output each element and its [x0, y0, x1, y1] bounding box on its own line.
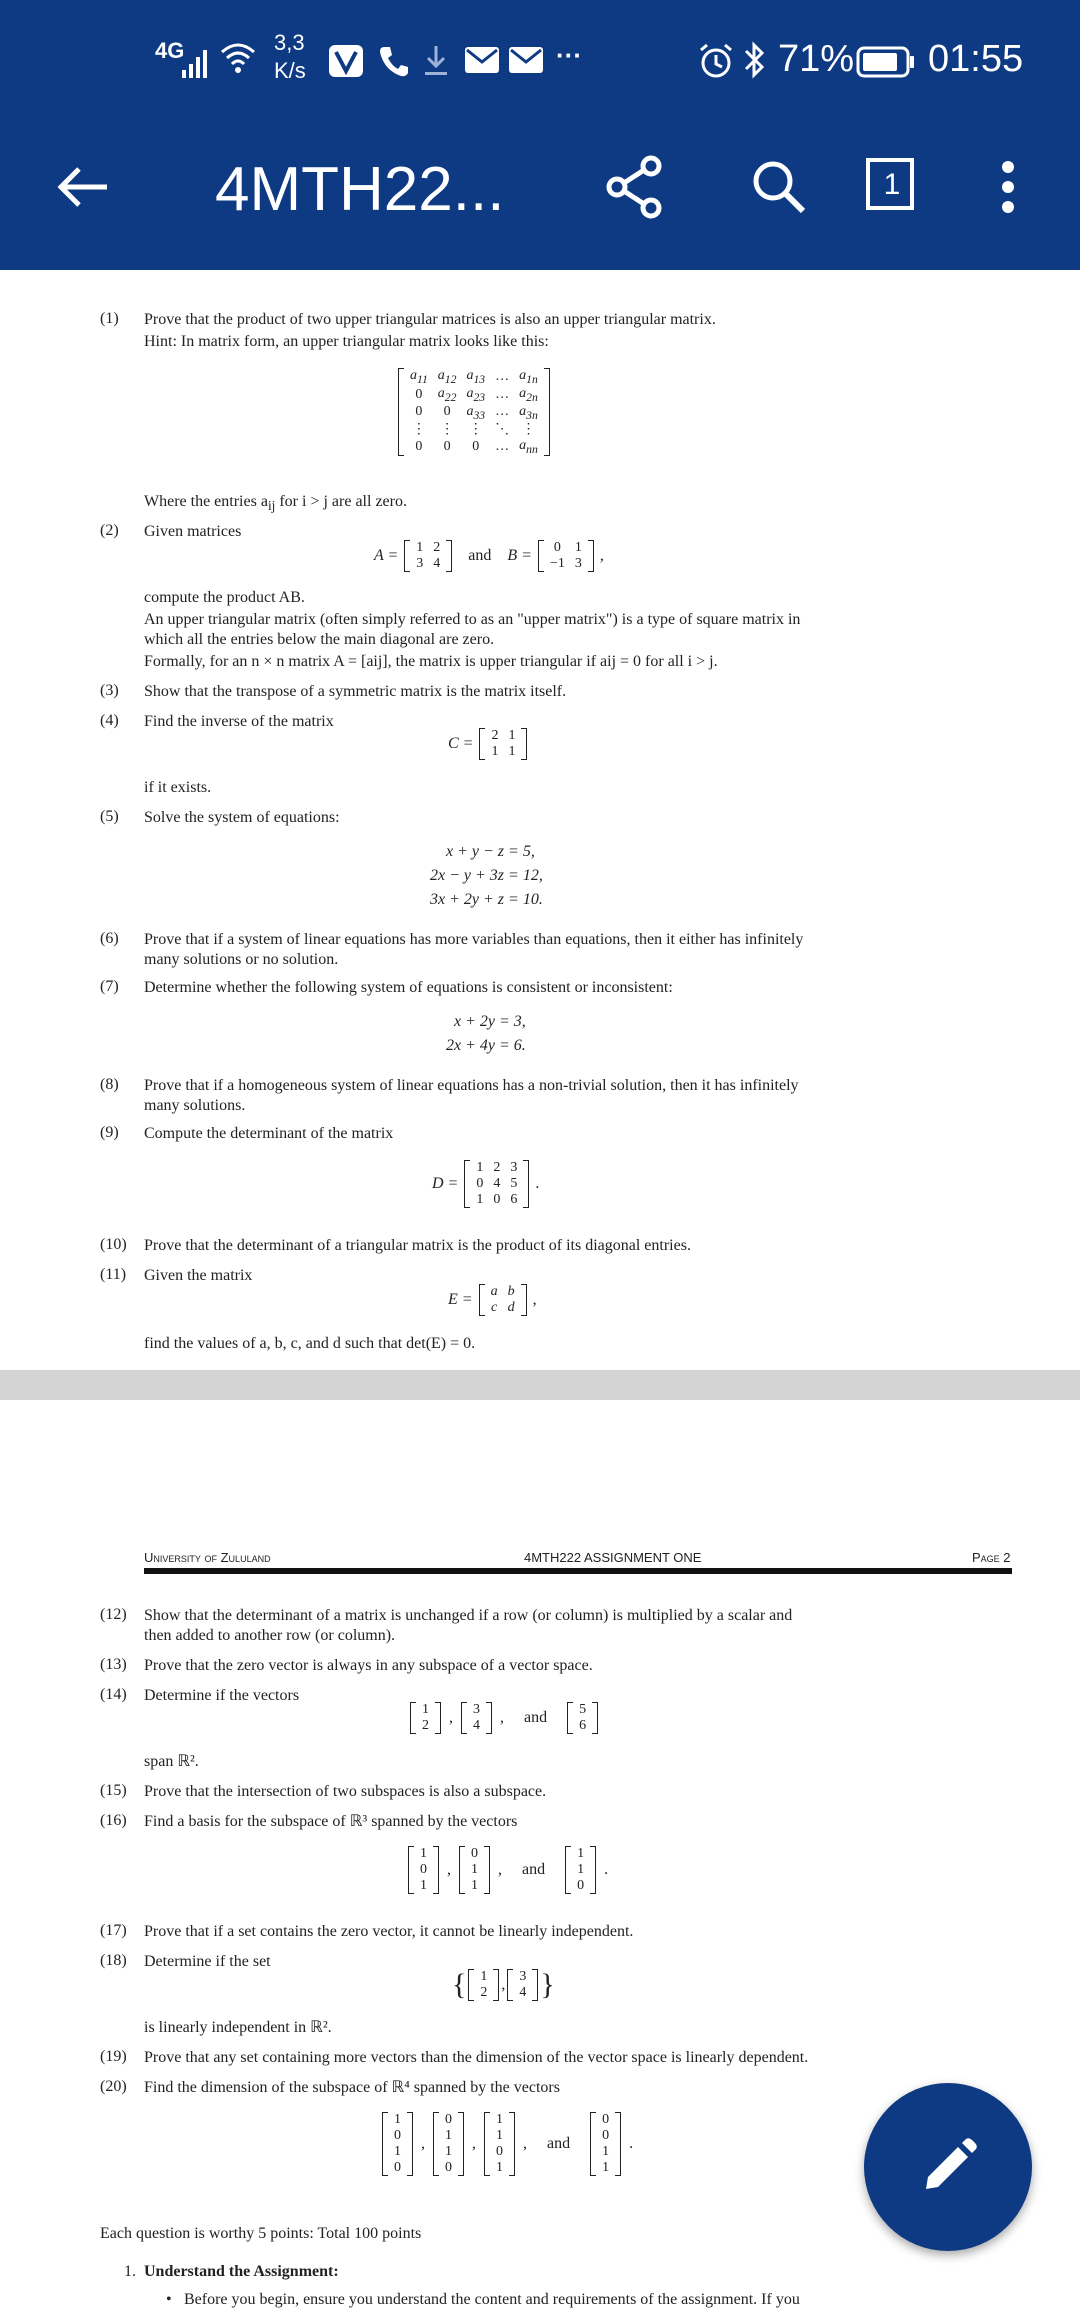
- q10-text: Prove that the determinant of a triangular matrix is the product of its diagonal entries.: [144, 1237, 691, 1254]
- question-number: (4): [100, 712, 119, 729]
- q1-line2: Hint: In matrix form, an upper triangular matrix looks like this:: [144, 333, 549, 350]
- q2-compute: compute the product AB.: [144, 589, 305, 606]
- q1-note-rest: for i > j are all zero.: [275, 493, 407, 510]
- q13-text: Prove that the zero vector is always in any subspace of a vector space.: [144, 1657, 593, 1674]
- question-number: (15): [100, 1782, 127, 1799]
- equation: x + y − z = 5,: [446, 843, 535, 860]
- share-icon: [605, 155, 665, 219]
- question-number: (7): [100, 978, 119, 995]
- q2-line1: Given matrices: [144, 523, 242, 540]
- q18-after: is linearly independent in ℝ².: [144, 2019, 332, 2036]
- q16-text: Find a basis for the subspace of ℝ³ spanned by the vectors: [144, 1813, 518, 1830]
- header-rule: [144, 1568, 1012, 1574]
- q15-text: Prove that the intersection of two subspaces is also a subspace.: [144, 1783, 547, 1800]
- equation: x + 2y = 3,: [454, 1013, 526, 1030]
- question-number: (6): [100, 930, 119, 947]
- and-label: and: [468, 547, 492, 564]
- q18-set: { 1 2 , 3 4 }: [452, 1968, 555, 2001]
- q11-after: find the values of a, b, c, and d such that det(E) = 0.: [144, 1335, 476, 1352]
- edit-button[interactable]: [864, 2083, 1032, 2251]
- signal-icon: [180, 44, 212, 80]
- q2-definition-3: Formally, for an n × n matrix A = [aij], the matrix is upper triangular if aij = 0 for all i > j.: [144, 653, 718, 670]
- question-number: (20): [100, 2078, 127, 2095]
- matrix-c: C = 2 1 1 1: [448, 728, 527, 760]
- question-number: (14): [100, 1686, 127, 1703]
- q7-text: Determine whether the following system of equations is consistent or inconsistent:: [144, 979, 673, 996]
- vpn-icon: [328, 44, 364, 78]
- q4-after: if it exists.: [144, 779, 212, 796]
- phone-icon: [378, 44, 410, 78]
- document-title: 4MTH22...: [215, 154, 505, 224]
- page-separator: [0, 1370, 1080, 1400]
- network-type: 4G: [155, 38, 185, 63]
- net-speed-unit: K/s: [274, 58, 306, 83]
- download-icon: [422, 44, 450, 78]
- more-options-button[interactable]: [990, 154, 1026, 220]
- q16-vectors: 1 0 1 , 0 1 1 , and 1 1 0 .: [408, 1846, 608, 1894]
- battery-icon: [856, 46, 916, 78]
- mail-icon-2: [508, 46, 544, 74]
- equation: 3x + 2y + z = 10.: [430, 891, 543, 908]
- q2-matrices: A = 1 2 3 4 and B = 0 1 −1 3 ,: [374, 540, 604, 571]
- q4-text: Find the inverse of the matrix: [144, 713, 334, 730]
- q19-text: Prove that any set containing more vectors than the dimension of the vector space is linearly dependent.: [144, 2049, 809, 2066]
- page-count: 1: [883, 168, 901, 201]
- battery-percent: 71%: [778, 38, 855, 80]
- instruction-title: Understand the Assignment:: [144, 2263, 339, 2280]
- net-speed-value: 3,3: [274, 30, 305, 55]
- question-number: (10): [100, 1236, 127, 1253]
- q8-line1: Prove that if a homogeneous system of linear equations has a non-trivial solution, then it has infinitely: [144, 1077, 799, 1094]
- page-count-button[interactable]: [862, 154, 922, 216]
- q14-after: span ℝ².: [144, 1753, 199, 1770]
- question-number: (2): [100, 522, 119, 539]
- and-label: and: [547, 2135, 571, 2152]
- question-number: (1): [100, 310, 119, 327]
- search-icon: [749, 157, 809, 217]
- q18-text: Determine if the set: [144, 1953, 271, 1970]
- bluetooth-icon: [742, 40, 768, 80]
- instruction-bullet: Before you begin, ensure you understand the content and requirements of the assignment. If you: [184, 2291, 800, 2308]
- question-number: (16): [100, 1812, 127, 1829]
- equation: 2x − y + 3z = 12,: [430, 867, 543, 884]
- equation: 2x + 4y = 6.: [446, 1037, 526, 1054]
- q1-line1: Prove that the product of two upper triangular matrices is also an upper triangular matrix.: [144, 311, 716, 328]
- q20-text: Find the dimension of the subspace of ℝ⁴ spanned by the vectors: [144, 2079, 560, 2096]
- search-button[interactable]: [742, 150, 816, 224]
- q6-line2: many solutions or no solution.: [144, 951, 339, 968]
- q8-line2: many solutions.: [144, 1097, 246, 1114]
- matrix-d: D = 1 2 3 0 4 5 1 0 6 .: [432, 1160, 540, 1207]
- share-button[interactable]: [598, 150, 672, 224]
- q11-text: Given the matrix: [144, 1267, 253, 1284]
- clock: 01:55: [928, 38, 1024, 80]
- question-number: (5): [100, 808, 119, 825]
- q2-definition-1: An upper triangular matrix (often simply referred to as an "upper matrix") is a type of square matrix in: [144, 611, 801, 628]
- q1-note-text: Where the entries a: [144, 493, 268, 510]
- bullet-icon: •: [166, 2291, 172, 2308]
- q14-vectors: 1 2 , 3 4 , and 5 6: [410, 1702, 598, 1734]
- matrix-e: E = a b c d ,: [448, 1284, 537, 1315]
- and-label: and: [524, 1709, 548, 1726]
- question-number: (12): [100, 1606, 127, 1623]
- alarm-icon: [697, 42, 735, 80]
- question-number: (11): [100, 1266, 127, 1283]
- back-button[interactable]: [48, 152, 118, 222]
- app-bar: [0, 102, 1080, 270]
- question-number: (9): [100, 1124, 119, 1141]
- header-center: 4MTH222 ASSIGNMENT ONE: [524, 1550, 702, 1565]
- header-right: Page 2: [972, 1550, 1011, 1565]
- wifi-icon: [218, 38, 258, 78]
- q9-text: Compute the determinant of the matrix: [144, 1125, 394, 1142]
- q2-definition-2: which all the entries below the main diagonal are zero.: [144, 631, 495, 648]
- points-note: Each question is worthy 5 points: Total 100 points: [100, 2225, 422, 2242]
- question-number: (19): [100, 2048, 127, 2065]
- more-notifications: ···: [556, 40, 582, 70]
- q5-text: Solve the system of equations:: [144, 809, 340, 826]
- header-left: University of Zululand: [144, 1550, 271, 1565]
- more-vert-icon: [1000, 160, 1016, 214]
- q6-line1: Prove that if a system of linear equations has more variables than equations, then it either has infinitely: [144, 931, 804, 948]
- q3-text: Show that the transpose of a symmetric matrix is the matrix itself.: [144, 683, 567, 700]
- instruction-number: 1.: [124, 2263, 136, 2280]
- q14-text: Determine if the vectors: [144, 1687, 300, 1704]
- mail-icon: [464, 46, 500, 74]
- pencil-icon: [916, 2135, 980, 2199]
- question-number: (13): [100, 1656, 127, 1673]
- arrow-left-icon: [55, 163, 111, 211]
- q1-note: [144, 492, 407, 516]
- q17-text: Prove that if a set contains the zero vector, it cannot be linearly independent.: [144, 1923, 634, 1940]
- q20-vectors: 1 0 1 0 , 0 1 1 0 , 1 1 0 1 , and 0 0 1 1 .: [382, 2112, 633, 2176]
- question-number: (17): [100, 1922, 127, 1939]
- q1-note-sub: ij: [267, 498, 276, 514]
- q12-line1: Show that the determinant of a matrix is unchanged if a row (or column) is multiplied by a scalar and: [144, 1607, 793, 1624]
- upper-triangular-matrix: $a_{11}$ $a_{12}$ $a_{13}$ … $a_{1n}$ 0 $a_{22}$ $a_{23}$ … $a_{2n}$ 0 0 $a_{33}$ … $a_{3n}$ ⋮ ⋮ ⋮ ⋱ ⋮ 0 0 0 … $a_{nn}$: [398, 368, 550, 456]
- question-number: (8): [100, 1076, 119, 1093]
- status-bar: [0, 0, 1080, 102]
- q12-line2: then added to another row (or column).: [144, 1627, 396, 1644]
- question-number: (3): [100, 682, 119, 699]
- question-number: (18): [100, 1952, 127, 1969]
- and-label: and: [522, 1861, 546, 1878]
